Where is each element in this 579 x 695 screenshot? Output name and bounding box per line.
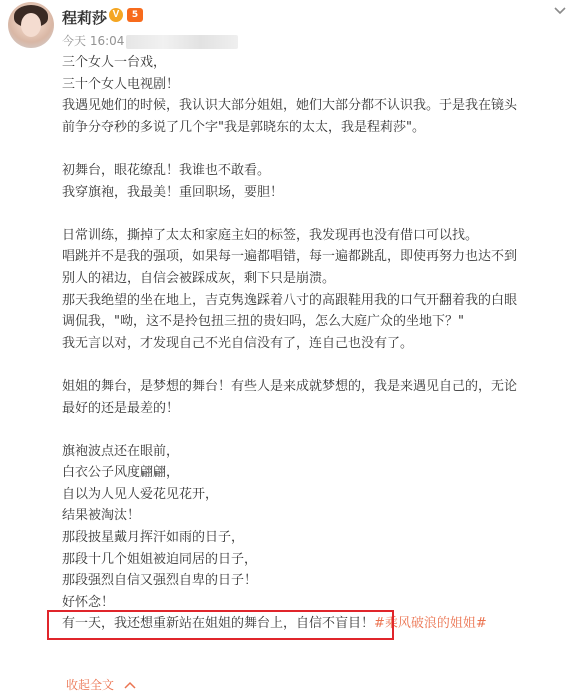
post-line: 那段十几个姐姐被迫同居的日子， <box>62 551 258 567</box>
blank-line <box>62 354 567 376</box>
collapse-button[interactable] <box>66 676 136 693</box>
post-line: 前争分夺秒的多说了几个字"我是郭晓东的太太，我是程莉莎"。 <box>62 119 425 135</box>
highlighted-line <box>62 613 567 635</box>
post-line: 姐姐的舞台，是梦想的舞台！有些人是来成就梦想的，我是来遇见自己的，无论 <box>62 378 518 394</box>
post-line: 我遇见她们的时候，我认识大部分姐姐，她们大部分都不认识我。于是我在镜头 <box>62 98 518 114</box>
blank-line <box>62 203 567 225</box>
post-line: 我穿旗袍，我最美！重回职场，要胆！ <box>62 184 284 200</box>
post-line: 调侃我，"呦，这不是拎包扭三扭的贵妇吗，怎么大庭广众的坐地下？" <box>62 314 464 330</box>
post-line: 那段披星戴月挥汗如雨的日子， <box>62 530 245 546</box>
post-line: 别人的裙边，自信会被踩成灰，剩下只是崩溃。 <box>62 270 336 286</box>
chevron-down-icon[interactable] <box>553 4 567 18</box>
post-line: 我无言以对，才发现自己不光自信没有了，连自己也没有了。 <box>62 335 414 351</box>
post-line: 三十个女人电视剧！ <box>62 76 180 92</box>
collapse-label: 收起全文 <box>66 678 115 692</box>
post-line: 初舞台，眼花缭乱！我谁也不敢看。 <box>62 162 271 178</box>
post-line: 那段强烈自信又强烈自卑的日子！ <box>62 573 258 589</box>
post-content <box>62 52 567 635</box>
last-line-text: 有一天，我还想重新站在姐姐的舞台上，自信不盲目！ <box>62 616 375 632</box>
post-line: 好怀念！ <box>62 594 115 610</box>
post-line: 最好的还是最差的！ <box>62 400 180 416</box>
redacted-source <box>126 35 238 49</box>
avatar[interactable] <box>8 2 54 48</box>
user-level-icon: 5 <box>127 8 143 22</box>
author-name[interactable]: 程莉莎 <box>62 9 108 27</box>
post-line: 旗袍波点还在眼前， <box>62 443 180 459</box>
post-line: 日常训练，撕掉了太太和家庭主妇的标签，我发现再也没有借口可以找。 <box>62 227 479 243</box>
blank-line <box>62 419 567 441</box>
post-line: 唱跳并不是我的强项，如果每一遍都唱错，每一遍都跳乱，即使再努力也达不到 <box>62 249 518 265</box>
post-time[interactable]: 今天 16:04 <box>62 34 125 48</box>
post-line: 自以为人见人爱花见花开， <box>62 486 219 502</box>
post-line: 那天我绝望的坐在地上，吉克隽逸踩着八寸的高跟鞋用我的口气开翻着我的白眼 <box>62 292 518 308</box>
avatar-face <box>21 13 41 37</box>
hashtag-link[interactable]: #乘风破浪的姐姐# <box>374 616 487 632</box>
post-line: 白衣公子风度翩翩， <box>62 465 180 481</box>
post-lines <box>62 52 567 613</box>
post-line: 三个女人一台戏， <box>62 55 167 70</box>
post-line: 结果被淘汰！ <box>62 508 141 524</box>
verified-v-icon: V <box>109 8 123 22</box>
blank-line <box>62 138 567 160</box>
post-meta <box>62 32 238 49</box>
chevron-up-icon <box>124 681 136 689</box>
red-highlight-box <box>47 610 394 640</box>
